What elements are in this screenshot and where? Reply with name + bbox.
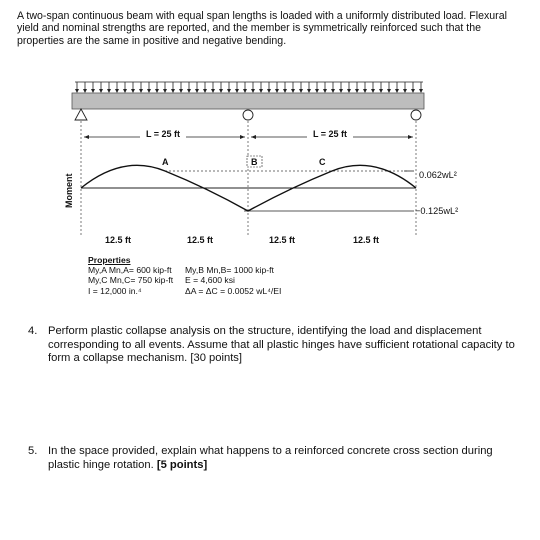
point-label-b: B: [251, 157, 258, 167]
question-5-points: [5 points]: [156, 458, 208, 471]
moment-capacity-b: My,B Mn,B= 1000 kip-ft: [185, 265, 274, 276]
roller-support-right: [411, 110, 421, 120]
deflection-formula: ΔA = ΔC = 0.0052 wL⁴/EI: [185, 285, 282, 296]
moment-capacity-a: My,A Mn,A= 600 kip-ft: [88, 265, 172, 276]
positive-moment-value: 0.062wL²: [419, 170, 457, 180]
properties-block: [88, 255, 281, 296]
pin-support-left: [75, 109, 87, 120]
point-label-a: A: [162, 157, 169, 167]
problem-statement: A two-span continuous beam with equal span lengths is loaded with a uniformly distributed load. Flexural yield and nominal strengths are reported, and the member is symmetrically reinforced such that the properties are the same in positive and negative bending.: [17, 10, 507, 47]
moment-of-inertia: I = 12,000 in.⁴: [88, 285, 142, 296]
span-label-right: L = 25 ft: [312, 129, 348, 139]
point-label-c: C: [319, 157, 326, 167]
distributed-load: [75, 82, 423, 93]
beam-and-moment-diagram: [0, 0, 540, 260]
question-4-number: 4.: [28, 325, 38, 337]
moment-capacity-c: My,C Mn,C= 750 kip-ft: [88, 275, 174, 286]
negative-moment-value: −0.125wL²: [415, 206, 459, 216]
elastic-modulus: E = 4,600 ksi: [185, 275, 235, 286]
question-5-text: In the space provided, explain what happens to a reinforced concrete cross section during plastic hinge rotation.: [48, 445, 493, 471]
quarter-label-2: 12.5 ft: [186, 235, 214, 245]
roller-support-middle: [243, 110, 253, 120]
moment-axis-label: Moment: [64, 173, 74, 208]
question-4-text: Perform plastic collapse analysis on the structure, identifying the load and displacement corresponding to all events. Assume that all plastic hinges have sufficient rotational capacity to form a collapse mechanism. [30 points]: [48, 325, 515, 365]
question-5-number: 5.: [28, 445, 38, 457]
quarter-label-3: 12.5 ft: [268, 235, 296, 245]
quarter-label-4: 12.5 ft: [352, 235, 380, 245]
properties-title: Properties: [88, 255, 131, 265]
span-label-left: L = 25 ft: [145, 129, 181, 139]
beam: [72, 93, 424, 109]
quarter-label-1: 12.5 ft: [104, 235, 132, 245]
